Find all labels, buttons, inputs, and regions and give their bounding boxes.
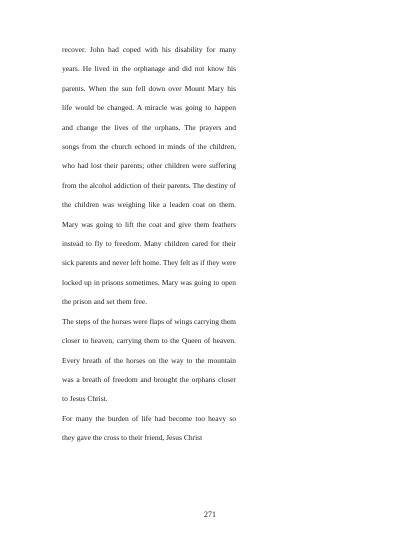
page-number: 271 [204,510,216,519]
paragraph-3: For many the burden of life had become too heavy so they gave the cross to their friend, Jesus Christ [62,413,236,443]
paragraph-2: The steps of the horses were flaps of wings carrying them closer to heaven, carrying them to the Queen of heaven. Every breath of the horses on the way to the mountain was a breath of freedom and brought the orphans closer to Jesus Christ. [62,316,236,404]
body-text [62,40,236,448]
paragraph-1: recover. John had coped with his disability for many years. He lived in the orphanage and did not know his parents. When the sun fell down over Mount Mary his life would be changed. A miracle was going to happen and change the lives of the orphans. The prayers and songs from the church echoed in minds of the children, who had lost their parents; other children were suffering from the alcohol addiction of their parents. The destiny of the children was weighing like a leaden coat on them. Mary was going to lift the coat and give them feathers instead to fly to freedom. Many children cared for their sick parents and never left home. They felt as if they were locked up in prisons sometimes. Mary was going to open the prison and set them free. [62,45,236,307]
